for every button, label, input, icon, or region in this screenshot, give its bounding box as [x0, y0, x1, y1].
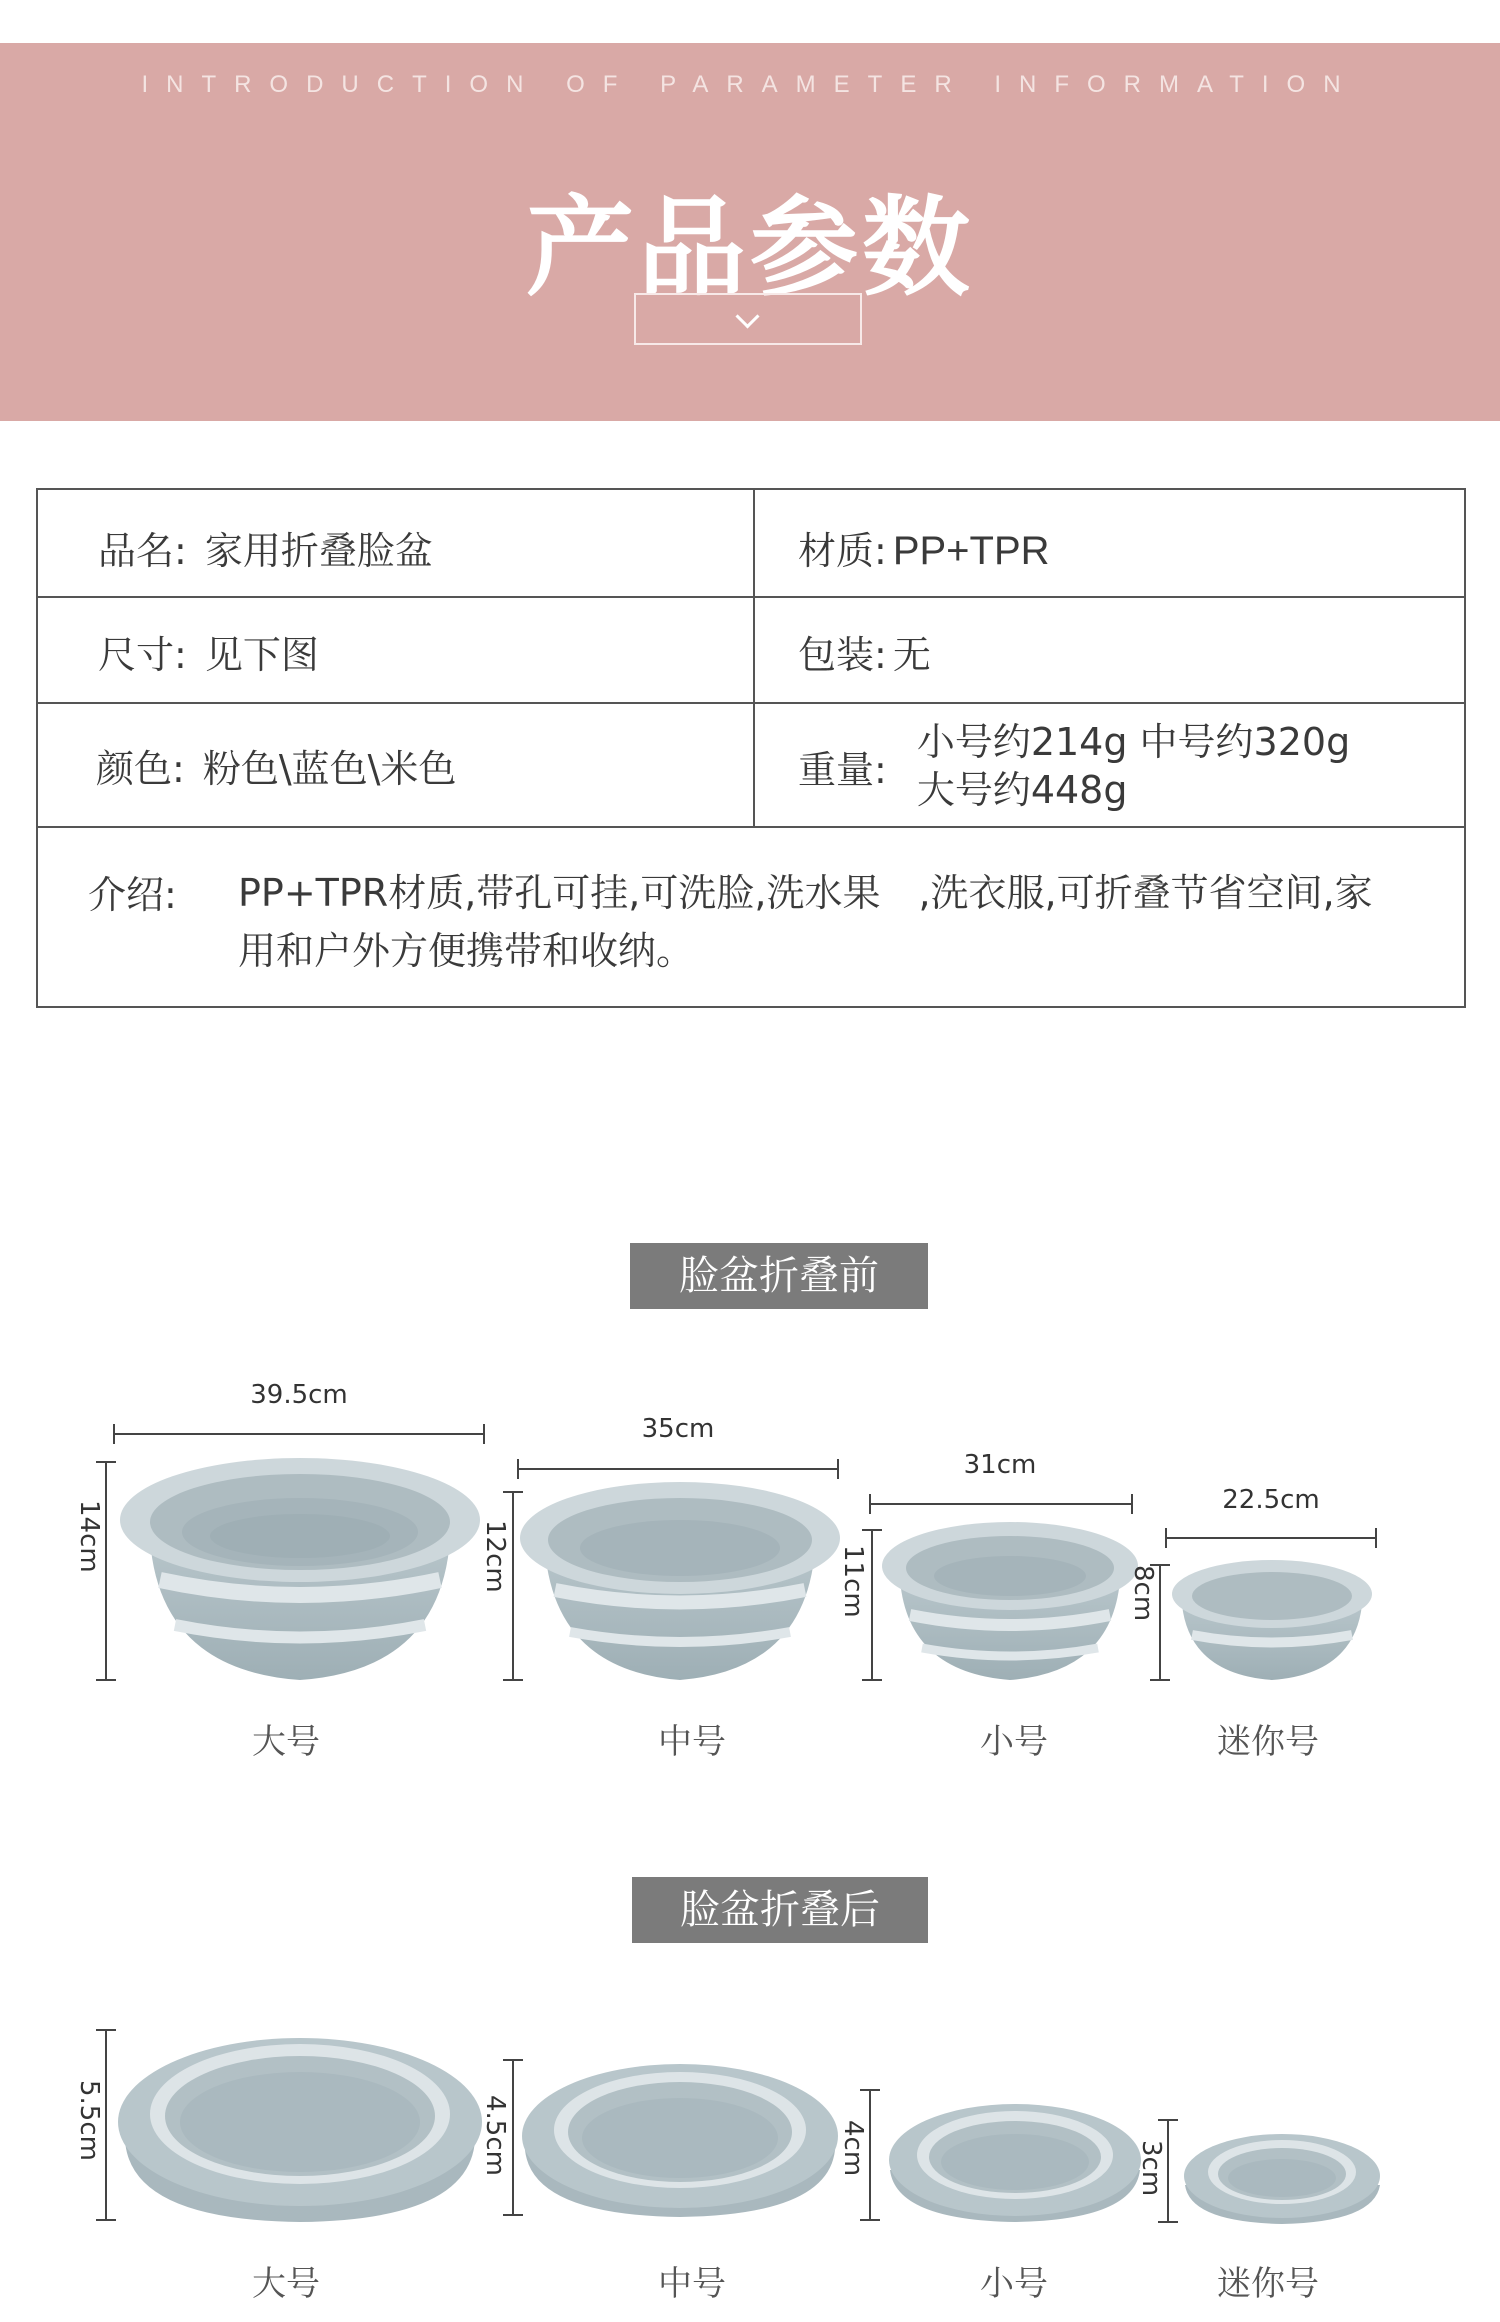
parameter-table [36, 488, 1466, 1008]
header-banner [0, 43, 1500, 421]
basin-large-folded [96, 2030, 482, 2222]
height-label-small-folded: 4cm [838, 2120, 868, 2177]
weight-line: 大号约448g [916, 768, 1128, 812]
param-value: PP+TPR材质,带孔可挂,可洗脸,洗水果 ,洗衣服,可折叠节省空间,家用和户外方便携带和收纳。 [238, 871, 1373, 973]
param-value: 粉色\蓝色\米色 [202, 747, 457, 791]
param-value: 无 [892, 633, 931, 677]
height-label-mini: 8cm [1128, 1565, 1158, 1622]
width-label-large: 39.5cm [250, 1380, 348, 1410]
param-name [98, 520, 433, 575]
height-label-medium-folded: 4.5cm [480, 2095, 510, 2176]
param-label: 品名: [98, 529, 187, 573]
size-label-mini-folded: 迷你号 [1217, 2264, 1319, 2304]
param-label: 颜色: [96, 747, 185, 791]
basin-medium-folded [503, 2060, 838, 2217]
height-label-large-folded: 5.5cm [74, 2080, 104, 2161]
basin-mini-unfolded [1150, 1528, 1376, 1680]
param-intro [88, 864, 1388, 980]
basins-folded-diagram [0, 2010, 1500, 2250]
table-divider [38, 702, 1464, 704]
param-label: 介绍: [88, 873, 177, 917]
param-package [798, 624, 931, 679]
weight-line: 小号约214g 中号约320g [916, 720, 1351, 764]
basin-mini-folded [1158, 2120, 1380, 2224]
basin-large-unfolded [96, 1424, 484, 1680]
width-label-small: 31cm [963, 1450, 1037, 1480]
size-label-medium: 中号 [658, 1722, 726, 1762]
page-title: 产品参数 [525, 186, 974, 311]
table-divider [38, 826, 1464, 828]
param-value: 家用折叠脸盆 [204, 529, 433, 573]
height-label-small: 11cm [838, 1545, 868, 1618]
size-label-mini: 迷你号 [1217, 1722, 1319, 1762]
height-label-mini-folded: 3cm [1136, 2140, 1166, 2197]
section-badge-after: 脸盆折叠后 [632, 1877, 928, 1943]
height-label-large: 14cm [74, 1500, 104, 1573]
param-label: 包装: [798, 633, 887, 677]
size-label-small-folded: 小号 [980, 2264, 1048, 2304]
param-label: 材质: [798, 529, 887, 573]
param-color [96, 738, 456, 793]
height-label-medium: 12cm [480, 1520, 510, 1593]
param-size [98, 624, 319, 679]
basin-small-unfolded [862, 1494, 1138, 1680]
basin-medium-unfolded [503, 1459, 840, 1680]
header-eyebrow: INTRODUCTION OF PARAMETER INFORMATION [141, 71, 1359, 98]
param-value: PP+TPR [892, 529, 1050, 573]
table-divider [38, 596, 1464, 598]
size-label-small: 小号 [980, 1722, 1048, 1762]
param-label: 重量: [798, 747, 887, 792]
basin-small-folded [860, 2090, 1141, 2222]
size-label-medium-folded: 中号 [658, 2264, 726, 2304]
section-badge-before: 脸盆折叠前 [630, 1243, 928, 1309]
scroll-down-button[interactable] [634, 293, 862, 345]
size-label-large-folded: 大号 [252, 2264, 320, 2304]
width-label-mini: 22.5cm [1222, 1485, 1320, 1515]
size-label-large: 大号 [252, 1722, 320, 1762]
width-label-medium: 35cm [641, 1414, 715, 1444]
param-label: 尺寸: [98, 633, 187, 677]
chevron-down-icon [735, 304, 759, 328]
param-value [917, 718, 1350, 814]
param-weight [798, 712, 1350, 820]
table-divider [753, 490, 755, 826]
param-value: 见下图 [204, 633, 319, 677]
param-material [798, 520, 1050, 575]
